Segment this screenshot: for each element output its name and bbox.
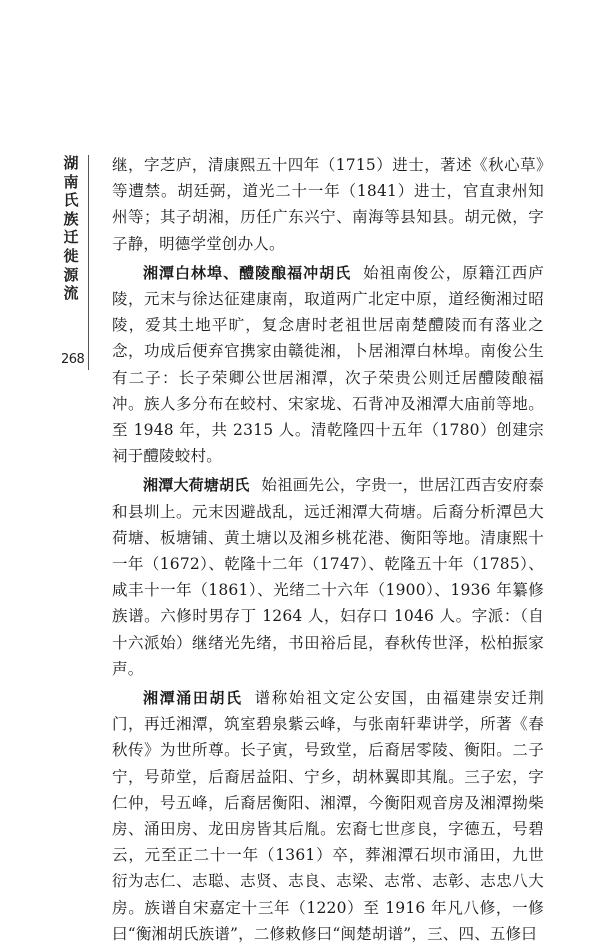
paragraph-text: 始祖南俊公，原籍江西庐陵，元末与徐达征建康南，取道两广北定中原，道经衡湘过昭陵，爱其土地平旷，复念唐时老祖世居南楚醴陵而有落业之念，功成后便弃官携家由赣徙湘，卜居湘潭白林埠。南俊公生有二子：长子荣卿公世居湘潭，次子荣贵公则迁居醴陵酿福冲。族人多分布在蛟村、宋家垅、石背冲及湘潭大庙前等地。至 1948 年，共 2315 人。清乾隆四十五年（1780）创建宗祠于醴陵蛟村。 <box>112 263 544 466</box>
section-heading: 湘潭涌田胡氏 <box>143 689 243 708</box>
title-char: 氏 <box>63 191 79 210</box>
paragraph <box>112 685 544 947</box>
title-char: 族 <box>63 209 79 228</box>
section-heading: 湘潭白林埠、醴陵酿福冲胡氏 <box>143 263 352 282</box>
title-char: 湖 <box>63 154 79 172</box>
title-char: 迁 <box>63 228 79 247</box>
title-char: 源 <box>63 265 79 284</box>
paragraph <box>112 472 544 682</box>
paragraph-text: 始祖画先公，字贵一，世居江西吉安府泰和县圳上。元末因避战乱，远迁湘潭大荷塘。后裔分析潭邑大荷塘、板塘铺、黄土塘以及湘乡桃花港、衡阳等地。清康熙十一年（1672）、乾隆十二年（1747）、乾隆五十年（1785）、咸丰十一年（1861）、光绪二十六年（1900）、1936 年纂修族谱。六修时男存丁 1264 人，妇存口 1046 人。字派：（自十六派始）继绪光先绪，书田裕后昆，春秋传世泽，松柏振家声。 <box>112 476 545 678</box>
title-char: 徙 <box>63 246 79 265</box>
title-char: 南 <box>63 172 79 191</box>
margin-rule <box>88 155 89 370</box>
paragraph <box>112 260 544 470</box>
paragraph <box>112 152 544 257</box>
running-header-vertical-title <box>61 154 81 303</box>
page-number: 268 <box>61 352 85 367</box>
title-char: 流 <box>63 284 79 303</box>
paragraph-text: 谱称始祖文定公安国，由福建崇安迁荆门，再迁湘潭，筑室碧泉紫云峰，与张南轩辈讲学，所著《春秋传》为世所尊。长子寅，号致堂，后裔居零陵、衡阳。二子宁，号茆堂，后裔居益阳、宁乡，胡林翼即其胤。三子宏，字仁仲，号五峰，后裔居衡阳、湘潭，今衡阳观音房及湘潭拗柴房、涌田房、龙田房皆其后胤。宏裔七世彦良，字德五，号碧云，元至正二十一年（1361）卒，葬湘潭石坝市涌田，九世衍为志仁、志聪、志贤、志良、志梁、志常、志彰、志忠八大房。族谱自宋嘉定十三年（1220）至 1916 年凡八修，一修曰“衡湘胡氏族谱”，二修敕修曰“闽楚胡谱”，三、四、五修曰 <box>112 689 545 943</box>
section-heading: 湘潭大荷塘胡氏 <box>143 476 250 495</box>
body-text <box>112 152 544 950</box>
paragraph-text: 继，字芝庐，清康熙五十四年（1715）进士，著述《秋心草》等遭禁。胡廷弼，道光二十一年（1841）进士，官直隶州知州等；其子胡湘，历任广东兴宁、南海等县知县。胡元傚，字子静，明德学堂创办人。 <box>112 156 544 253</box>
